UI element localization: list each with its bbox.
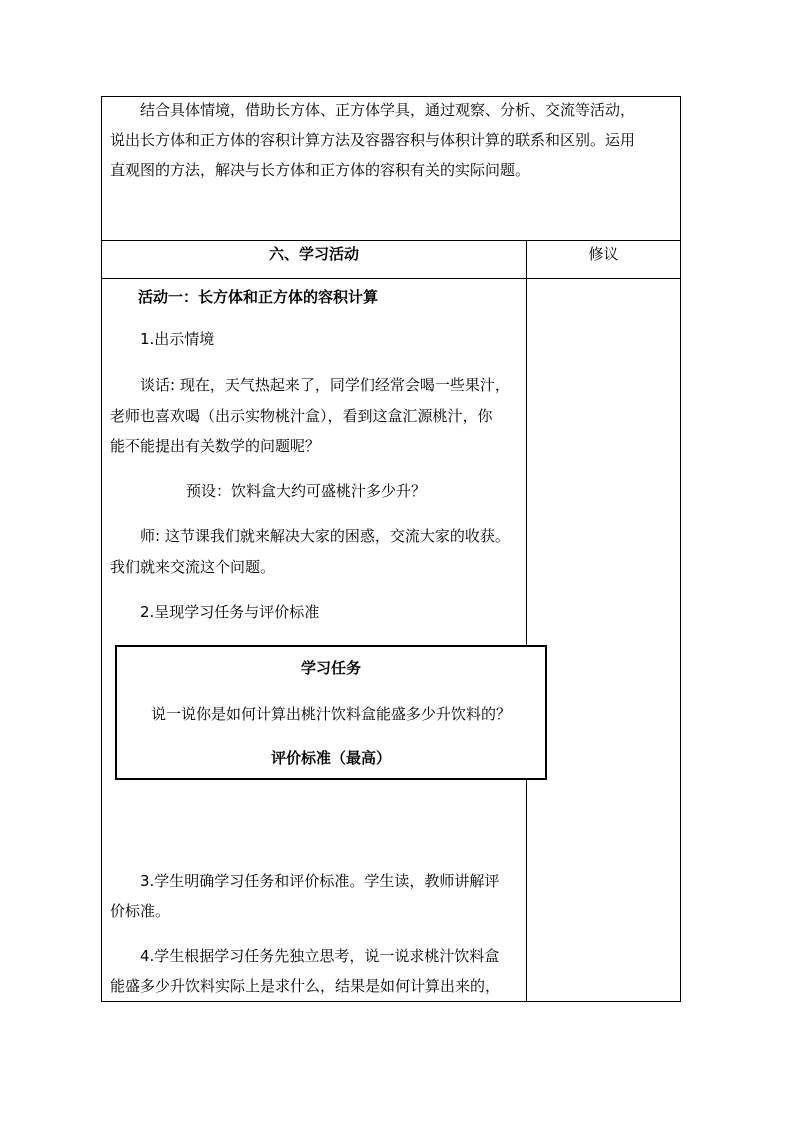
table-row-divider-1	[101, 240, 681, 241]
step-2: 2.呈现学习任务与评价标准	[140, 603, 320, 621]
preset-line: 预设：饮料盒大约可盛桃汁多少升？	[186, 482, 427, 500]
talk-line: 谈话: 现在，天气热起来了，同学们经常会喝一些果汁，	[140, 376, 510, 394]
intro-line: 结合具体情境，借助长方体、正方体学具，通过观察、分析、交流等活动，	[140, 101, 636, 119]
step-1: 1.出示情境	[140, 330, 215, 348]
intro-line: 说出长方体和正方体的容积计算方法及容器容积与体积计算的联系和区别。运用	[110, 131, 636, 149]
task-box-criteria: 评价标准（最高）	[270, 749, 391, 767]
teacher-line: 师: 这节课我们就来解决大家的困惑，交流大家的收获。	[140, 527, 510, 545]
intro-paragraph	[110, 95, 675, 185]
task-box-question: 说一说你是如何计算出桃汁饮料盒能盛多少升饮料的？	[150, 705, 511, 723]
talk-line: 老师也喜欢喝（出示实物桃汁盒），看到这盒汇源桃汁，你	[110, 407, 493, 425]
table-column-divider	[526, 240, 527, 1002]
header-activity: 六、学习活动	[268, 245, 359, 263]
task-box-title: 学习任务	[300, 659, 361, 677]
table-border-bottom	[101, 1001, 681, 1002]
table-border-right	[680, 96, 681, 1002]
header-revision: 修议	[588, 245, 619, 263]
table-border-left	[101, 96, 102, 1002]
step-4-line: 能盛多少升饮料实际上是求什么，结果是如何计算出来的，	[110, 977, 501, 995]
step-3-line: 3.学生明确学习任务和评价标准。学生读，教师讲解评	[140, 872, 500, 890]
activity-title: 活动一：长方体和正方体的容积计算	[138, 288, 379, 306]
learning-task-box	[115, 645, 547, 780]
intro-line: 直观图的方法，解决与长方体和正方体的容积有关的实际问题。	[110, 161, 531, 179]
talk-line: 能不能提出有关数学的问题呢？	[110, 437, 321, 455]
step-3-line: 价标准。	[110, 902, 171, 920]
teacher-line: 我们就来交流这个问题。	[110, 558, 276, 576]
table-row-divider-2	[101, 278, 681, 279]
step-4-line: 4.学生根据学习任务先独立思考，说一说求桃汁饮料盒	[140, 947, 500, 965]
